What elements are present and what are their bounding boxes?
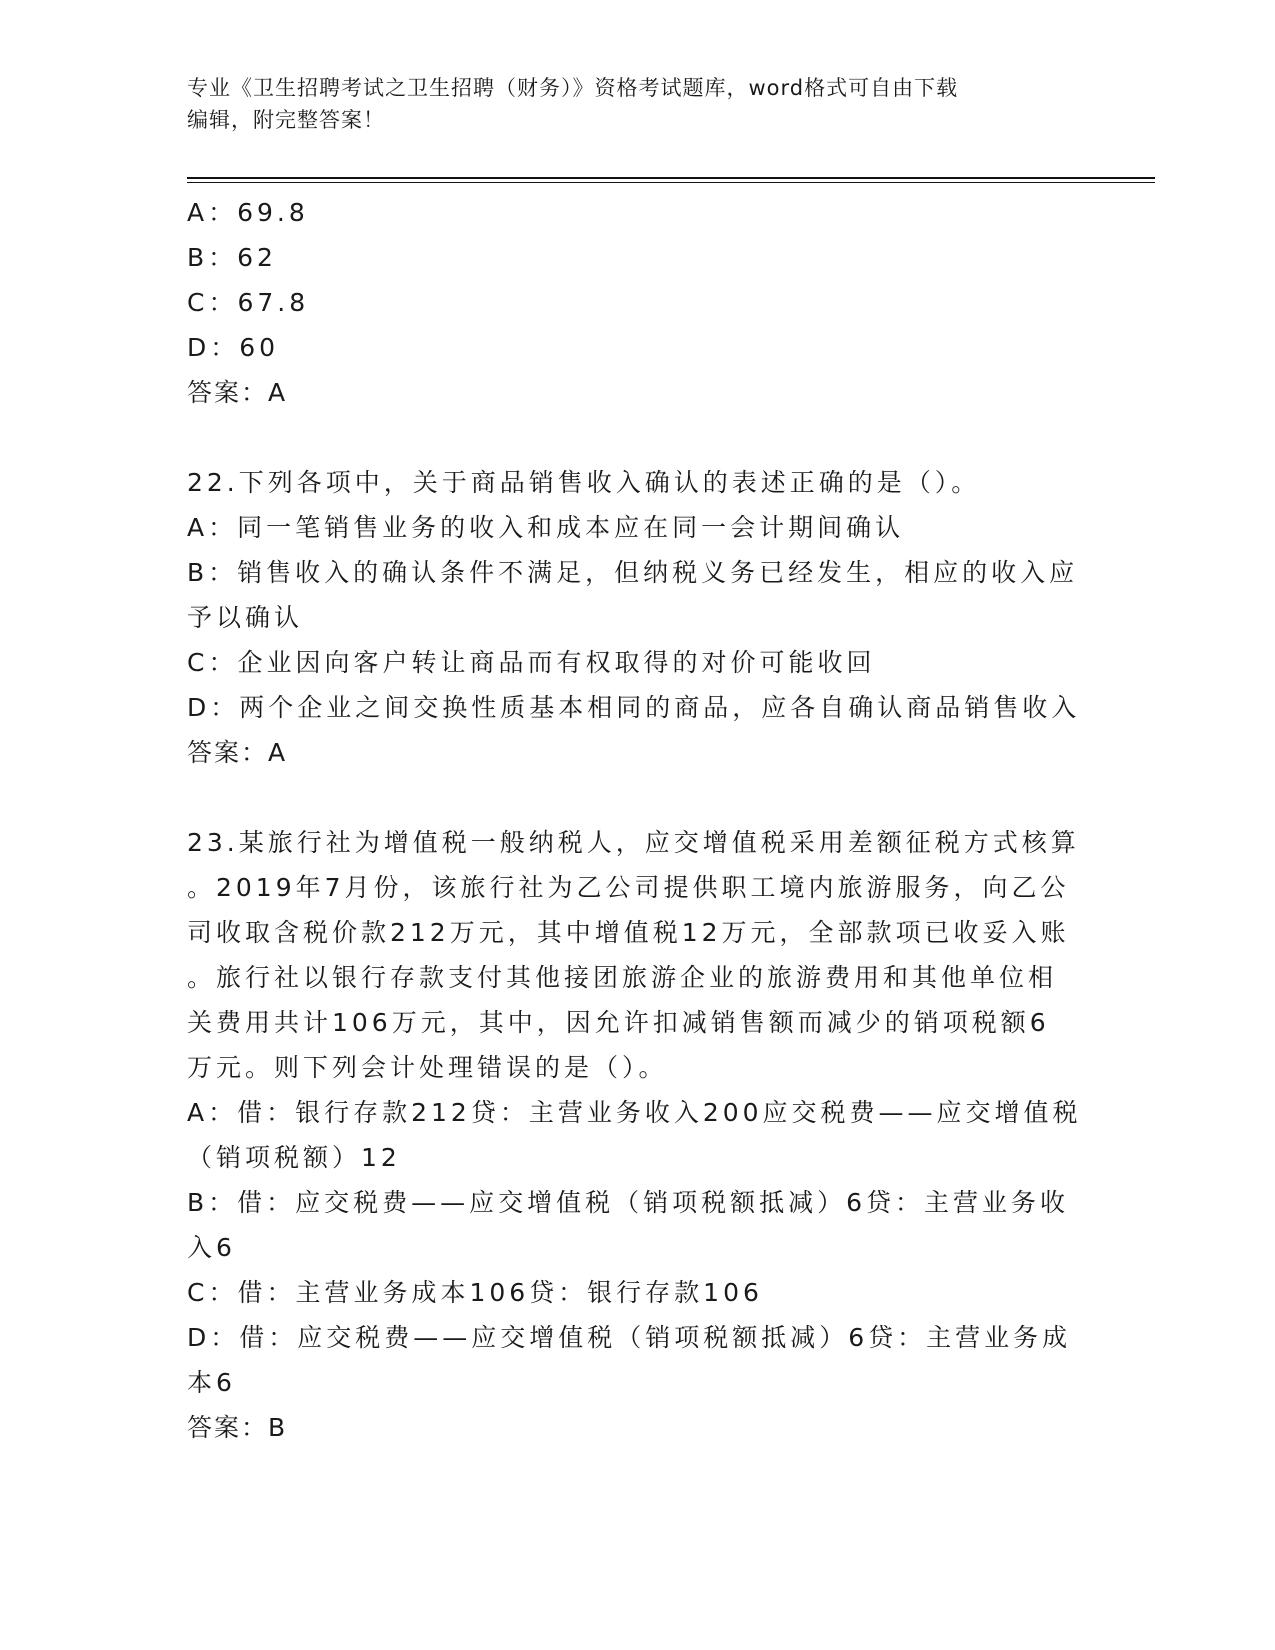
header-divider-thin [187,182,1155,183]
question-stem-cont: 万元。则下列会计处理错误的是（）。 [187,1053,668,1082]
question-stem: 23.某旅行社为增值税一般纳税人，应交增值税采用差额征税方式核算 [187,828,1080,857]
option-a: A：同一笔销售业务的收入和成本应在同一会计期间确认 [187,513,905,542]
option-b: B：借：应交税费——应交增值税（销项税额抵减）6贷：主营业务收 [187,1188,1070,1217]
option-d-cont: 本6 [187,1368,236,1397]
question-21 [187,190,1087,415]
option-d: D：60 [187,333,280,362]
answer-line: 答案：A [187,738,288,767]
option-a: A：69.8 [187,198,309,227]
question-stem-cont: 关费用共计106万元，其中，因允许扣减销售额而减少的销项税额6 [187,1008,1050,1037]
option-d: D：两个企业之间交换性质基本相同的商品，应各自确认商品销售收入 [187,693,1081,722]
option-c: C：67.8 [187,288,310,317]
question-content [187,190,1087,1450]
option-b-cont: 入6 [187,1233,236,1262]
question-23 [187,820,1087,1450]
option-b: B：销售收入的确认条件不满足，但纳税义务已经发生，相应的收入应 [187,558,1079,587]
question-stem: 22.下列各项中，关于商品销售收入确认的表述正确的是（）。 [187,468,981,497]
question-stem-cont: 。旅行社以银行存款支付其他接团旅游企业的旅游费用和其他单位相 [187,963,1058,992]
question-22 [187,460,1087,775]
option-a: A：借：银行存款212贷：主营业务收入200应交税费——应交增值税 [187,1098,1082,1127]
header-divider-thick [187,177,1155,179]
answer-line: 答案：A [187,378,288,407]
option-b-cont: 予以确认 [187,603,304,632]
question-stem-cont: 司收取含税价款212万元，其中增值税12万元，全部款项已收妥入账 [187,918,1070,947]
option-d: D：借：应交税费——应交增值税（销项税额抵减）6贷：主营业务成 [187,1323,1072,1352]
option-b: B：62 [187,243,277,272]
option-a-cont: （销项税额）12 [187,1143,401,1172]
option-c: C：企业因向客户转让商品而有权取得的对价可能收回 [187,648,876,677]
option-c: C：借：主营业务成本106贷：银行存款106 [187,1278,763,1307]
question-stem-cont: 。2019年7月份，该旅行社为乙公司提供职工境内旅游服务，向乙公 [187,873,1070,902]
page-header: 专业《卫生招聘考试之卫生招聘（财务）》资格考试题库，word格式可自由下载 编辑，附完整答案！ [187,76,959,132]
answer-line: 答案：B [187,1413,288,1442]
